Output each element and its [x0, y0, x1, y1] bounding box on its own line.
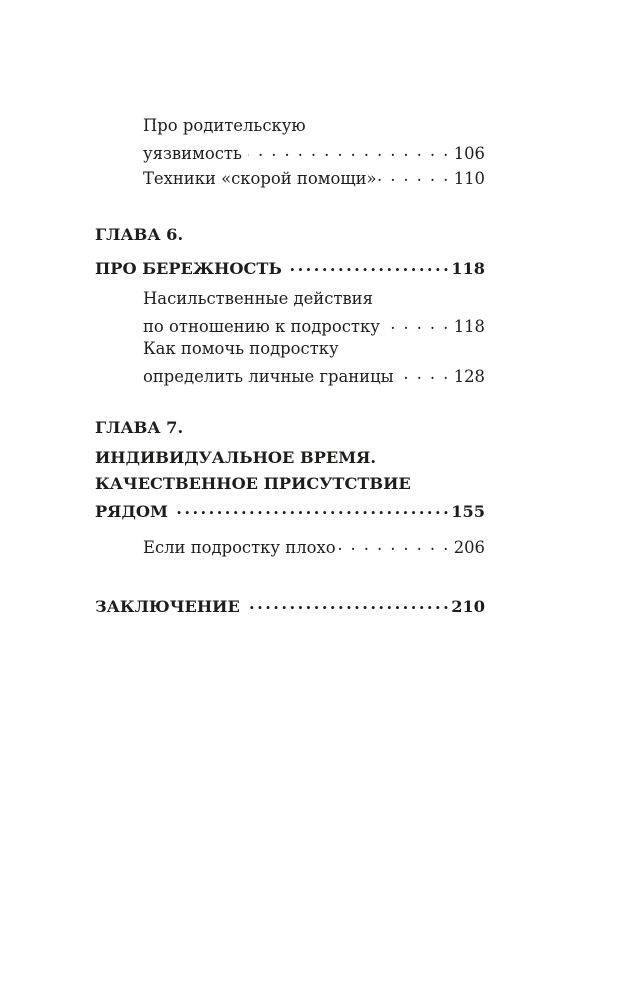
- toc-leader-dots: [378, 168, 450, 184]
- toc-entry-boundaries-line2: [143, 366, 485, 386]
- toc-entry-parent-vulnerability-line1: [143, 118, 485, 134]
- toc-entry-text: Техники «скорой помощи»: [143, 169, 377, 189]
- chapter-title: ЗАКЛЮЧЕНИЕ: [95, 597, 240, 617]
- chapter-title: КАЧЕСТВЕННОЕ ПРИСУТСТВИЕ: [95, 474, 411, 493]
- toc-chapter-7-title-line1: [95, 450, 485, 466]
- toc-entry-boundaries-line1: [143, 341, 485, 357]
- toc-entry-text: Если подростку плохо: [143, 538, 336, 558]
- toc-entry-parent-vulnerability-line2: [143, 143, 485, 163]
- toc-leader-dots: [246, 596, 451, 612]
- toc-page-number: 206: [453, 538, 485, 558]
- toc-page-number: 118: [453, 317, 485, 337]
- toc-page-number: 118: [451, 259, 485, 279]
- toc-entry-first-aid: [143, 168, 485, 188]
- toc-entry-text: определить личные границы: [143, 367, 394, 387]
- toc-page-number: 110: [453, 169, 485, 189]
- toc-chapter-6-label: [95, 227, 485, 243]
- toc-chapter-7-title-line3: [95, 501, 485, 520]
- toc-chapter-7-label: [95, 420, 485, 436]
- chapter-label: ГЛАВА 7.: [95, 418, 184, 437]
- toc-leader-dots: [337, 537, 450, 553]
- toc-leader-dots: [248, 143, 450, 159]
- toc-chapter-6-title: [95, 258, 485, 277]
- toc-page-number: 106: [453, 144, 485, 164]
- toc-entry-text: Про родительскую: [143, 116, 306, 135]
- chapter-title: ПРО БЕРЕЖНОСТЬ: [95, 259, 282, 279]
- toc-leader-dots: [174, 501, 451, 517]
- toc-entry-if-bad: [143, 537, 485, 557]
- toc-entry-text: по отношению к подростку: [143, 317, 380, 337]
- toc-leader-dots: [288, 258, 451, 274]
- toc-page-number: 155: [451, 502, 485, 522]
- toc-page-number: 128: [453, 367, 485, 387]
- chapter-title: ИНДИВИДУАЛЬНОЕ ВРЕМЯ.: [95, 448, 377, 467]
- toc-entry-text: Насильственные действия: [143, 289, 373, 308]
- toc-page-number: 210: [451, 597, 485, 617]
- toc-leader-dots: [400, 366, 450, 382]
- toc-conclusion: [95, 596, 485, 615]
- toc-entry-text: уязвимость: [143, 144, 242, 164]
- toc-entry-violence-line1: [143, 291, 485, 307]
- toc-entry-violence-line2: [143, 316, 485, 336]
- toc-chapter-7-title-line2: [95, 476, 485, 492]
- chapter-title: РЯДОМ: [95, 502, 168, 522]
- toc-leader-dots: [386, 316, 450, 332]
- toc-entry-text: Как помочь подростку: [143, 339, 339, 358]
- chapter-label: ГЛАВА 6.: [95, 225, 184, 244]
